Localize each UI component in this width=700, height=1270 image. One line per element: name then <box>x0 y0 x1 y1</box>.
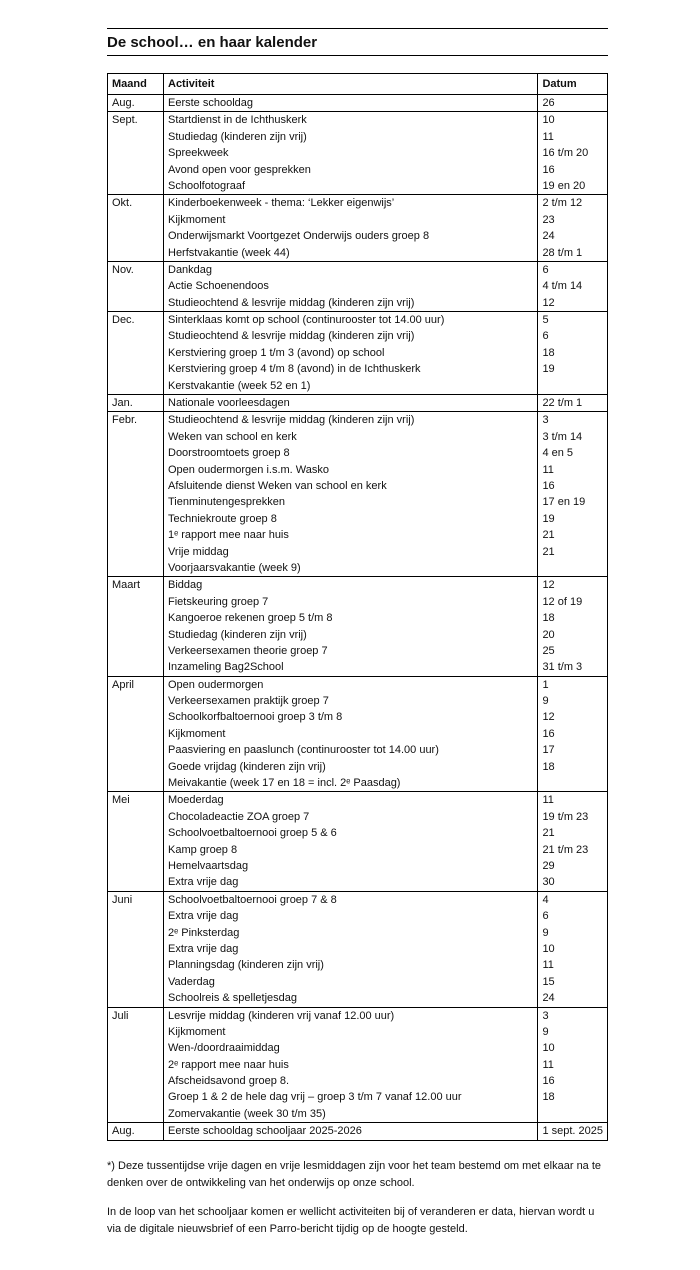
table-row <box>108 412 608 577</box>
date-text <box>542 378 603 394</box>
activity-text: Startdienst in de Ichthuskerk <box>168 114 307 127</box>
activity-text: Extra vrije dag <box>168 910 239 923</box>
date-text: 25 <box>542 644 555 657</box>
activity-text: Weken van school en kerk <box>168 430 297 443</box>
table-row <box>108 95 608 112</box>
activity-text: Kinderboekenweek - thema: ‘Lekker eigenwijs’ <box>168 197 395 210</box>
activity-text: Eerste schooldag schooljaar 2025-2026 <box>168 1125 362 1138</box>
activity-text: Schoolkorfbaltoernooi groep 3 t/m 8 <box>168 711 343 724</box>
date-text: 9 <box>542 926 549 939</box>
date-text: 21 <box>542 545 555 558</box>
date-text: 9 <box>542 1025 549 1038</box>
date-text: 16 <box>542 480 555 493</box>
date-text: 16 <box>542 1075 555 1088</box>
table-row <box>108 577 608 676</box>
activity-text: Nationale voorleesdagen <box>168 397 290 410</box>
activity-text: Paasviering en paaslunch (continurooster tot 14.00 uur) <box>168 744 439 757</box>
date-text: 16 <box>542 163 555 176</box>
month-cell: Juli <box>108 1007 164 1123</box>
header-activity: Activiteit <box>164 74 538 95</box>
activity-text: Vrije middag <box>168 545 229 558</box>
date-text: 6 <box>542 330 549 343</box>
activity-text: Schoolfotograaf <box>168 179 246 192</box>
date-text: 21 <box>542 827 555 840</box>
date-text: 4 en 5 <box>542 447 574 460</box>
activity-text: Schoolreis & spelletjesdag <box>168 992 298 1005</box>
date-text: 11 <box>542 463 554 476</box>
date-text: 9 <box>542 695 549 708</box>
date-text: 19 <box>542 363 555 376</box>
activity-text: Moederdag <box>168 794 224 807</box>
table-row <box>108 1007 608 1123</box>
date-text: 1 <box>542 678 549 691</box>
date-text: 4 <box>542 893 549 906</box>
date-text <box>542 560 603 576</box>
activity-text: Kerstviering groep 4 t/m 8 (avond) in de Ichthuskerk <box>168 363 421 376</box>
activity-text: Wen-/doordraaimiddag <box>168 1042 280 1055</box>
activity-text: Schoolvoetbaltoernooi groep 5 & 6 <box>168 827 337 840</box>
date-text: 10 <box>542 114 555 127</box>
activity-text: Kijkmoment <box>168 727 226 740</box>
activity-cell <box>164 95 538 112</box>
activity-cell <box>164 112 538 195</box>
date-text: 28 t/m 1 <box>542 246 583 259</box>
date-cell <box>538 312 608 395</box>
activity-text: 2ᵉ rapport mee naar huis <box>168 1058 289 1071</box>
header-date: Datum <box>538 74 608 95</box>
calendar-table <box>107 73 608 1141</box>
activity-text: Kijkmoment <box>168 1025 226 1038</box>
date-cell <box>538 1007 608 1123</box>
activity-text: Onderwijsmarkt Voortgezet Onderwijs ouders groep 8 <box>168 230 430 243</box>
month-cell: Mei <box>108 792 164 891</box>
date-text <box>542 775 603 791</box>
date-text: 26 <box>542 97 555 109</box>
activity-text: Meivakantie (week 17 en 18 = incl. 2ᵉ Paasdag) <box>168 777 401 790</box>
activity-text: Avond open voor gesprekken <box>168 163 311 176</box>
date-text: 19 t/m 23 <box>542 810 589 823</box>
date-text: 6 <box>542 910 549 923</box>
date-text: 10 <box>542 1042 555 1055</box>
date-text: 17 en 19 <box>542 496 586 509</box>
month-cell: Dec. <box>108 312 164 395</box>
date-text: 3 <box>542 1009 549 1022</box>
date-text: 11 <box>542 130 554 143</box>
month-cell: Aug. <box>108 95 164 112</box>
activity-text: Studiedag (kinderen zijn vrij) <box>168 628 307 641</box>
activity-text: Fietskeuring groep 7 <box>168 595 269 608</box>
date-cell <box>538 95 608 112</box>
table-row <box>108 261 608 311</box>
activity-text: Hemelvaartsdag <box>168 860 249 872</box>
activity-text: Vaderdag <box>168 975 215 988</box>
table-row <box>108 891 608 1007</box>
activity-text: Studieochtend & lesvrije middag (kinderen zijn vrij) <box>168 414 415 427</box>
date-cell <box>538 577 608 676</box>
notes <box>107 1158 607 1250</box>
date-text: 30 <box>542 876 555 889</box>
activity-text: Lesvrije middag (kinderen vrij vanaf 12.00 uur) <box>168 1009 395 1022</box>
activity-text: Open oudermorgen <box>168 678 264 691</box>
activity-cell <box>164 676 538 792</box>
date-text: 16 t/m 20 <box>542 147 589 160</box>
date-text <box>542 1106 603 1122</box>
table-row <box>108 112 608 195</box>
note-footnote: *) Deze tussentijdse vrije dagen en vrije lesmiddagen zijn voor het team bestemd om met elkaar na te denken over de ontwikkeling van het onderwijs op onze school. <box>107 1160 602 1189</box>
date-text: 12 <box>542 579 555 592</box>
activity-text: Eerste schooldag <box>168 97 253 109</box>
page-title: De school… en haar kalender <box>107 34 318 51</box>
activity-text: Extra vrije dag <box>168 876 239 889</box>
date-cell <box>538 261 608 311</box>
date-cell <box>538 112 608 195</box>
activity-cell <box>164 577 538 676</box>
activity-text: Groep 1 & 2 de hele dag vrij – groep 3 t/m 7 vanaf 12.00 uur <box>168 1091 462 1104</box>
month-cell: Maart <box>108 577 164 676</box>
date-text: 18 <box>542 346 555 359</box>
activity-cell <box>164 891 538 1007</box>
month-cell: Juni <box>108 891 164 1007</box>
table-header-row <box>108 74 608 95</box>
activity-cell <box>164 1007 538 1123</box>
date-text: 19 <box>542 512 555 525</box>
date-text: 18 <box>542 760 555 773</box>
activity-text: Verkeersexamen praktijk groep 7 <box>168 695 329 708</box>
month-cell: Febr. <box>108 412 164 577</box>
activity-cell <box>164 1123 538 1140</box>
note-changes: In de loop van het schooljaar komen er wellicht activiteiten bij of veranderen er data, hiervan wordt u via de digitale nieuwsbrief of een Parro-bericht tijdig op de hoogte gesteld. <box>107 1206 595 1235</box>
activity-text: Inzameling Bag2School <box>168 661 284 674</box>
activity-text: Spreekweek <box>168 147 229 160</box>
activity-text: Zomervakantie (week 30 t/m 35) <box>168 1107 326 1120</box>
table-row <box>108 195 608 262</box>
month-cell: Aug. <box>108 1123 164 1140</box>
month-cell: Okt. <box>108 195 164 262</box>
activity-text: Goede vrijdag (kinderen zijn vrij) <box>168 760 326 773</box>
date-text: 18 <box>542 612 555 625</box>
activity-text: Extra vrije dag <box>168 942 239 955</box>
activity-text: Afscheidsavond groep 8. <box>168 1075 290 1088</box>
date-text: 22 t/m 1 <box>542 397 583 410</box>
activity-text: Afsluitende dienst Weken van school en kerk <box>168 480 387 493</box>
title-bar-container <box>107 28 608 56</box>
activity-text: Herfstvakantie (week 44) <box>168 246 290 259</box>
activity-text: Dankdag <box>168 263 213 276</box>
date-text: 12 <box>542 711 555 724</box>
activity-text: Biddag <box>168 579 203 592</box>
date-text: 17 <box>542 744 555 757</box>
date-cell <box>538 412 608 577</box>
activity-text: Schoolvoetbaltoernooi groep 7 & 8 <box>168 893 337 906</box>
activity-text: Chocoladeactie ZOA groep 7 <box>168 810 310 823</box>
activity-text: Actie Schoenendoos <box>168 280 269 293</box>
activity-cell <box>164 412 538 577</box>
table-row <box>108 1123 608 1140</box>
activity-text: Sinterklaas komt op school (continurooster tot 14.00 uur) <box>168 314 445 327</box>
date-text: 29 <box>542 860 555 872</box>
activity-cell <box>164 261 538 311</box>
month-cell: Jan. <box>108 395 164 412</box>
date-text: 3 <box>542 414 549 427</box>
activity-text: Studieochtend & lesvrije middag (kinderen zijn vrij) <box>168 330 415 343</box>
date-text: 21 <box>542 529 555 542</box>
date-text: 4 t/m 14 <box>542 280 583 293</box>
date-cell <box>538 1123 608 1140</box>
date-text: 24 <box>542 992 555 1005</box>
activity-text: Studiedag (kinderen zijn vrij) <box>168 130 307 143</box>
table-row <box>108 792 608 891</box>
activity-text: Studieochtend & lesvrije middag (kinderen zijn vrij) <box>168 296 415 309</box>
date-cell <box>538 676 608 792</box>
date-text: 11 <box>542 794 554 807</box>
activity-text: Open oudermorgen i.s.m. Wasko <box>168 463 329 476</box>
header-month: Maand <box>108 74 164 95</box>
activity-text: Tienminutengesprekken <box>168 496 285 509</box>
activity-cell <box>164 195 538 262</box>
activity-text: Kerstvakantie (week 52 en 1) <box>168 379 311 392</box>
date-text: 10 <box>542 942 555 955</box>
date-text: 31 t/m 3 <box>542 661 583 674</box>
activity-text: Kangoeroe rekenen groep 5 t/m 8 <box>168 612 333 625</box>
activity-text: Kerstviering groep 1 t/m 3 (avond) op school <box>168 346 385 359</box>
date-text: 21 t/m 23 <box>542 843 589 856</box>
calendar-body <box>108 95 608 1141</box>
activity-cell <box>164 312 538 395</box>
date-text: 24 <box>542 230 555 243</box>
date-text: 1 sept. 2025 <box>542 1125 603 1138</box>
date-text: 20 <box>542 628 555 641</box>
date-cell <box>538 195 608 262</box>
activity-text: Kijkmoment <box>168 213 226 226</box>
month-cell: Nov. <box>108 261 164 311</box>
date-text: 16 <box>542 727 555 740</box>
activity-cell <box>164 395 538 412</box>
date-text: 23 <box>542 213 555 226</box>
month-cell: April <box>108 676 164 792</box>
date-text: 11 <box>542 959 554 972</box>
activity-text: Techniekroute groep 8 <box>168 512 277 525</box>
table-row <box>108 676 608 792</box>
date-text: 3 t/m 14 <box>542 430 583 443</box>
date-text: 6 <box>542 263 549 276</box>
activity-cell <box>164 792 538 891</box>
activity-text: 1ᵉ rapport mee naar huis <box>168 529 289 542</box>
month-cell: Sept. <box>108 112 164 195</box>
date-text: 5 <box>542 314 549 327</box>
table-row <box>108 312 608 395</box>
activity-text: Kamp groep 8 <box>168 843 238 856</box>
date-text: 18 <box>542 1091 555 1104</box>
activity-text: Doorstroomtoets groep 8 <box>168 447 290 460</box>
date-text: 12 <box>542 296 555 309</box>
date-cell <box>538 792 608 891</box>
title-bar <box>107 28 608 56</box>
activity-text: Planningsdag (kinderen zijn vrij) <box>168 959 324 972</box>
activity-text: 2ᵉ Pinksterdag <box>168 926 240 939</box>
date-text: 19 en 20 <box>542 179 586 192</box>
date-cell <box>538 395 608 412</box>
date-text: 2 t/m 12 <box>542 197 583 210</box>
date-text: 11 <box>542 1058 554 1071</box>
activity-text: Verkeersexamen theorie groep 7 <box>168 644 328 657</box>
table-row <box>108 395 608 412</box>
date-text: 12 of 19 <box>542 595 583 608</box>
date-cell <box>538 891 608 1007</box>
date-text: 15 <box>542 975 555 988</box>
activity-text: Voorjaarsvakantie (week 9) <box>168 561 301 574</box>
